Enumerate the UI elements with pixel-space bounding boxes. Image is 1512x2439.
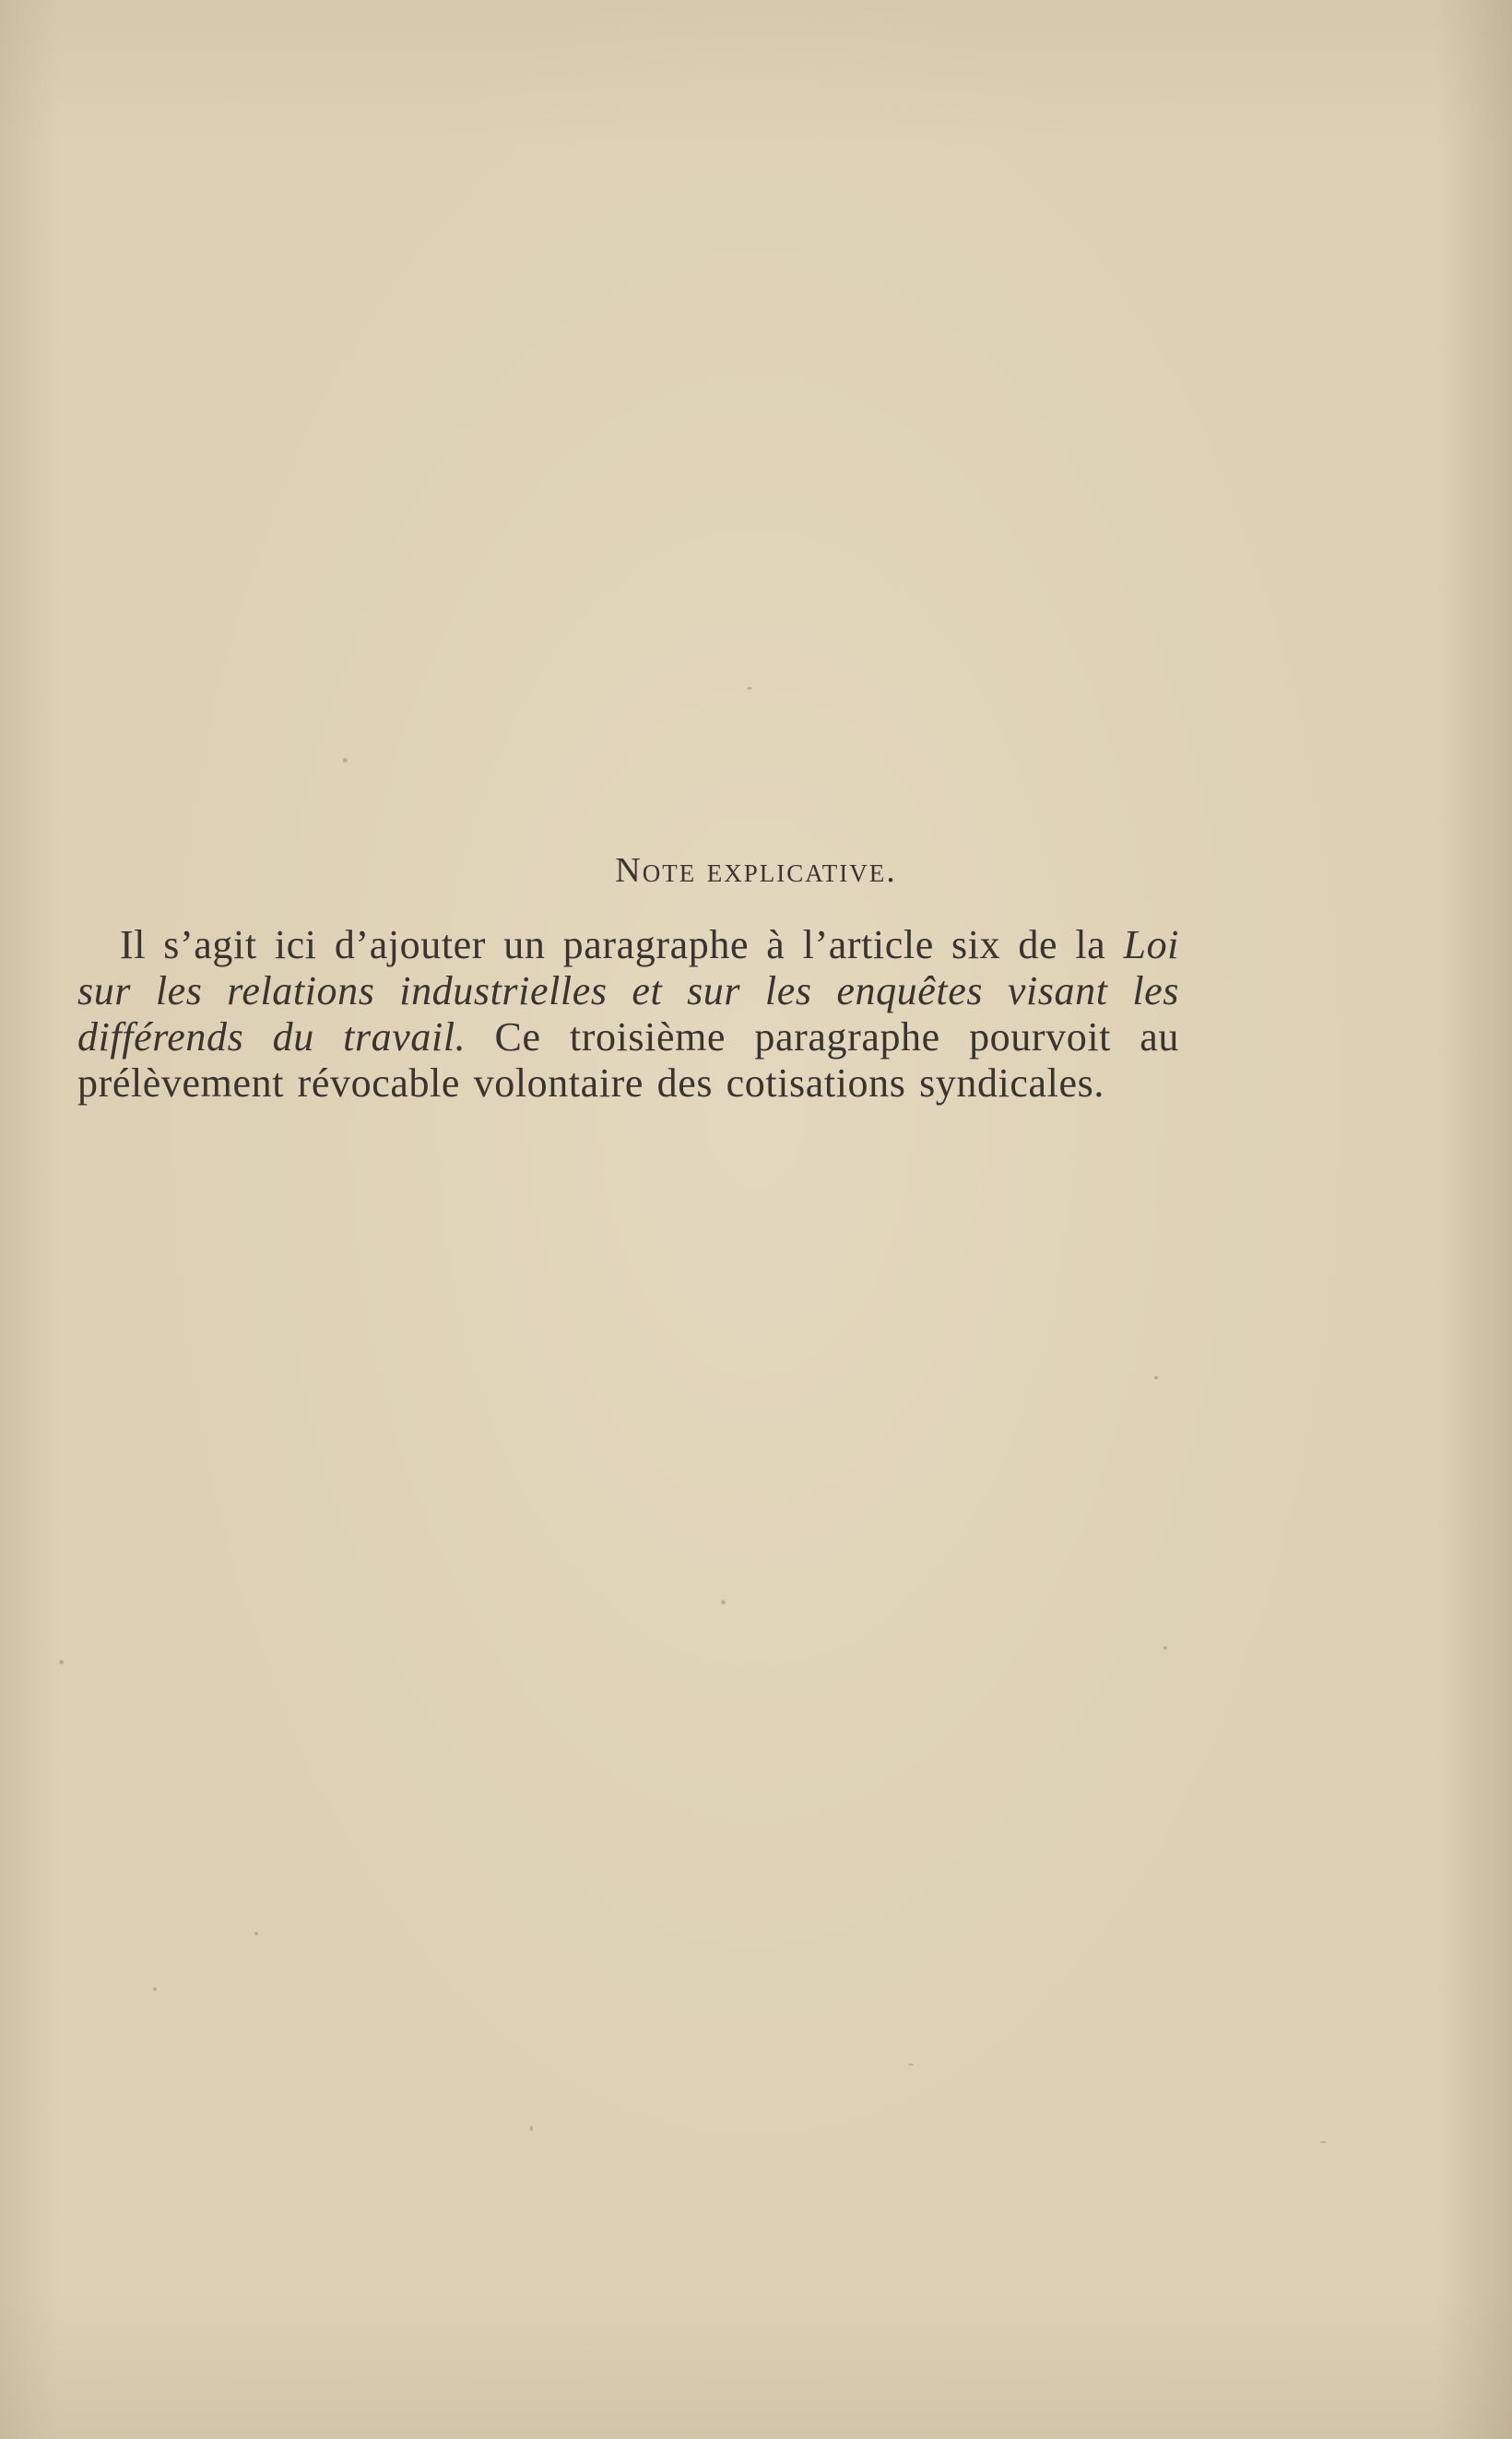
- paper-speck: [721, 1600, 726, 1604]
- paper-speck: [343, 758, 348, 763]
- paper-speck: [153, 1987, 157, 1991]
- paper-speck: [254, 1932, 258, 1936]
- paper-speck: [530, 2125, 533, 2131]
- page-heading: Note explicative.: [615, 851, 897, 890]
- paper-speck: [59, 1660, 64, 1664]
- paragraph-text-start: Il s’agit ici d’ajouter un paragraphe à l’article six de la: [120, 922, 1124, 967]
- body-paragraph: [77, 922, 1179, 1107]
- paper-speck: [908, 2064, 914, 2066]
- paper-speck: [1154, 1376, 1158, 1379]
- paper-speck: [1320, 2141, 1327, 2143]
- law-title-italic: Loi sur les relations industrielles et sur les enquêtes visant les différends du travail.: [77, 922, 1179, 1060]
- paper-speck: [747, 687, 752, 690]
- paragraph-text-end: Ce troisième paragraphe pourvoit au prélèvement révocable volontaire des cotisations syndicales.: [77, 1014, 1179, 1106]
- paper-speck: [1164, 1646, 1167, 1650]
